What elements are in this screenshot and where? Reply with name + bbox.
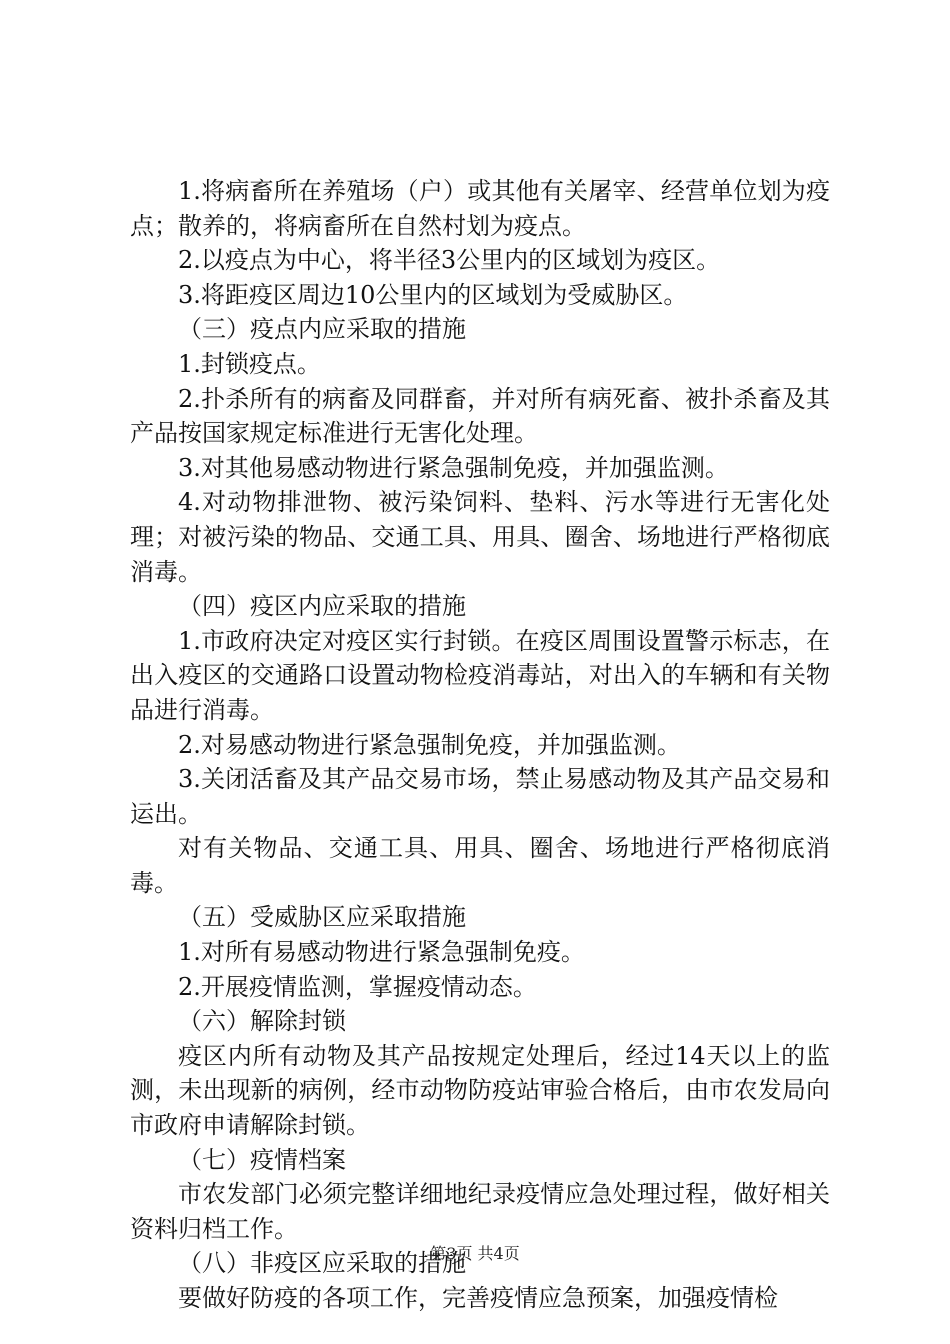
paragraph: 4.对动物排泄物、被污染饲料、垫料、污水等进行无害化处理；对被污染的物品、交通工具、用具、圈舍、场地进行严格彻底消毒。 [130, 488, 830, 586]
paragraph: 1.市政府决定对疫区实行封锁。在疫区周围设置警示标志，在出入疫区的交通路口设置动物检疫消毒站，对出入的车辆和有关物品进行消毒。 [130, 626, 830, 724]
section-heading: （三）疫点内应采取的措施 [178, 315, 466, 344]
paragraph: 3.对其他易感动物进行紧急强制免疫，并加强监测。 [178, 453, 729, 482]
paragraph: 2.以疫点为中心，将半径3公里内的区域划为疫区。 [178, 246, 721, 275]
paragraph: 2.对易感动物进行紧急强制免疫，并加强监测。 [178, 730, 681, 759]
paragraph: 1.对所有易感动物进行紧急强制免疫。 [178, 938, 585, 967]
paragraph: 1.封锁疫点。 [178, 349, 321, 378]
section-heading: （四）疫区内应采取的措施 [178, 592, 466, 621]
paragraph: 1.将病畜所在养殖场（户）或其他有关屠宰、经营单位划为疫点；散养的，将病畜所在自然村划为疫点。 [130, 177, 830, 240]
paragraph: 3.关闭活畜及其产品交易市场，禁止易感动物及其产品交易和运出。 [130, 765, 830, 828]
paragraph: 要做好防疫的各项工作，完善疫情应急预案，加强疫情检 [178, 1284, 778, 1312]
section-heading: （七）疫情档案 [178, 1145, 346, 1174]
page-footer [0, 1244, 950, 1264]
paragraph: 2.扑杀所有的病畜及同群畜，并对所有病死畜、被扑杀畜及其产品按国家规定标准进行无害化处理。 [130, 384, 830, 448]
paragraph: 市农发部门必须完整详细地纪录疫情应急处理过程，做好相关资料归档工作。 [130, 1180, 830, 1243]
section-heading: （八）非疫区应采取的措施 [178, 1249, 466, 1278]
section-heading: （六）解除封锁 [178, 1007, 346, 1036]
section-heading: （五）受威胁区应采取措施 [178, 903, 466, 932]
page-number-label: 第3页 共4页 [430, 1244, 520, 1263]
document-body [130, 174, 830, 1316]
paragraph: 3.将距疫区周边10公里内的区域划为受威胁区。 [178, 280, 688, 309]
paragraph: 疫区内所有动物及其产品按规定处理后，经过14天以上的监测，未出现新的病例，经市动物防疫站审验合格后，由市农发局向市政府申请解除封锁。 [130, 1041, 830, 1140]
paragraph: 2.开展疫情监测，掌握疫情动态。 [178, 972, 537, 1001]
paragraph: 对有关物品、交通工具、用具、圈舍、场地进行严格彻底消毒。 [130, 834, 830, 897]
